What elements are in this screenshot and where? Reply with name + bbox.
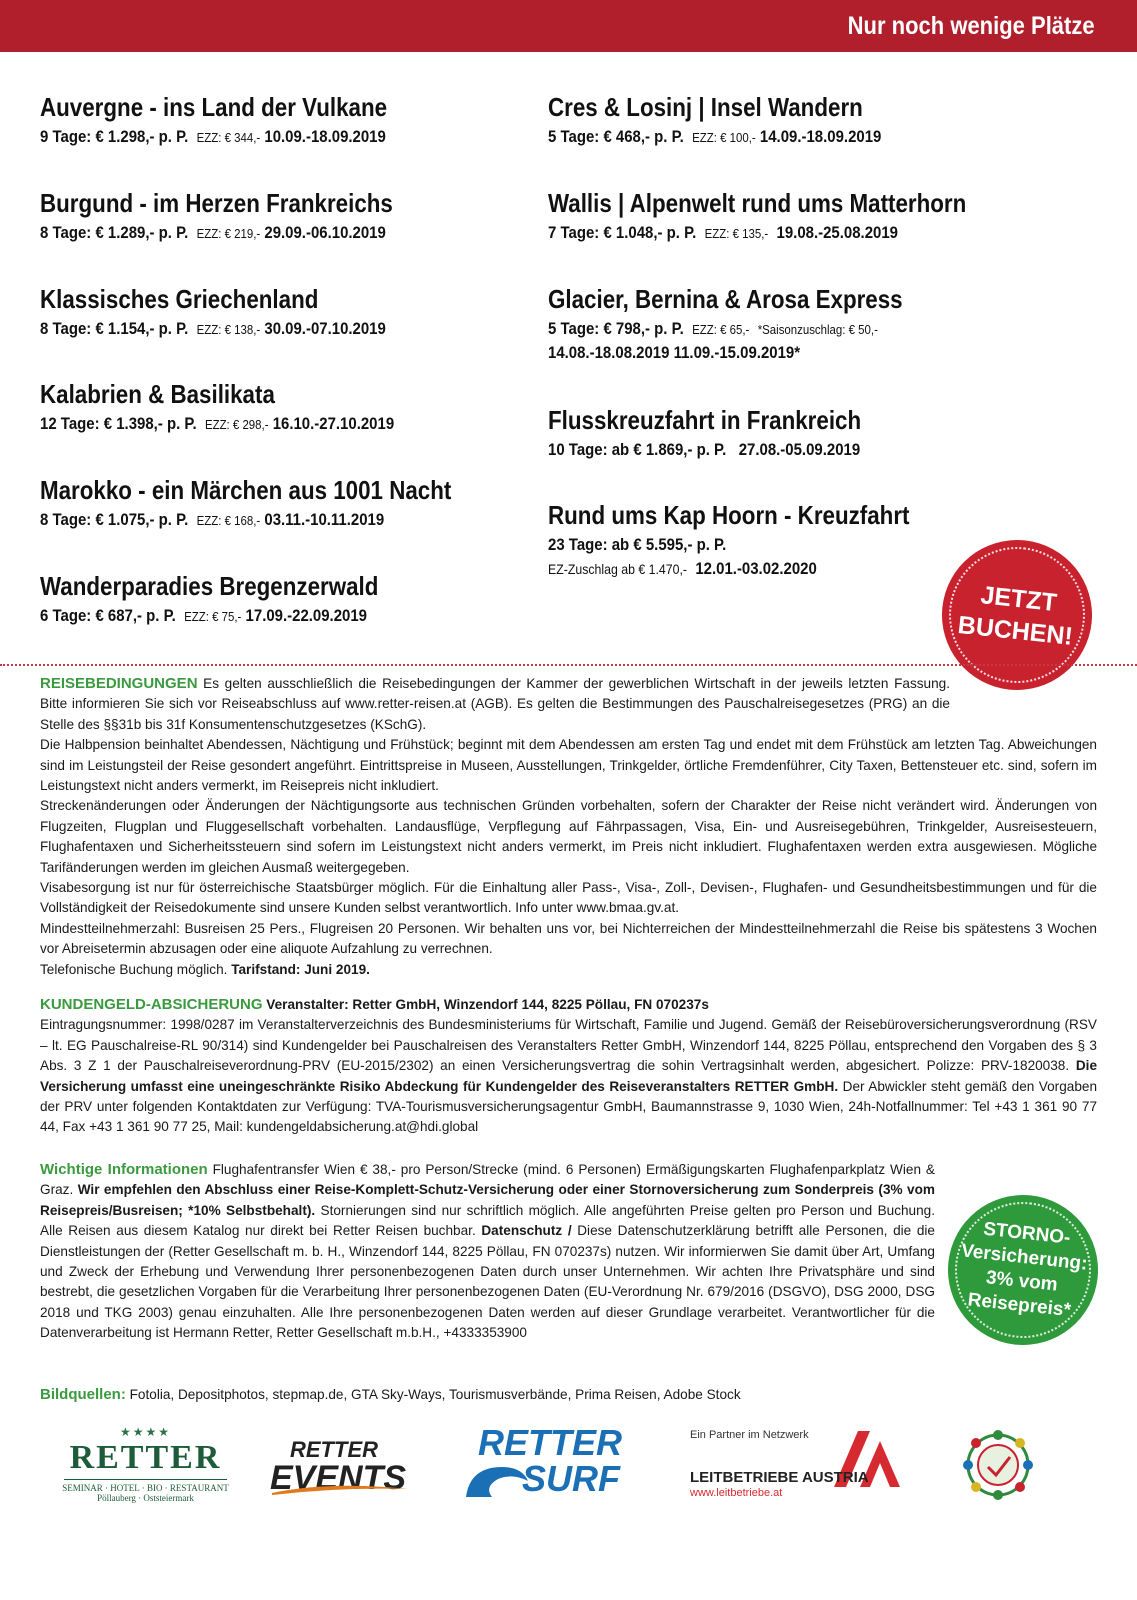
trip-item: Flusskreuzfahrt in Frankreich 10 Tage: ab € 1.869,- p. P. 27.08.-05.09.2019 [548,405,1068,460]
trip-title: Glacier, Bernina & Arosa Express [548,284,903,314]
trip-title: Klassisches Griechenland [40,284,319,314]
trip-title: Rund ums Kap Hoorn - Kreuzfahrt [548,500,910,530]
trip-title: Marokko - ein Märchen aus 1001 Nacht [40,475,452,505]
trip-item: Marokko - ein Märchen aus 1001 Nacht 8 Tage: € 1.075,- p. P. EZZ: € 168,- 03.11.-10.11.2019 [40,475,560,530]
wave-icon [462,1461,532,1501]
logo-row [0,1422,1137,1545]
banner-text: Nur noch wenige Plätze [848,12,1095,40]
swoosh-icon [270,1483,410,1497]
trip-title: Kalabrien & Basilikata [40,379,275,409]
trip-title: Flusskreuzfahrt in Frankreich [548,405,862,435]
bildquellen: Bildquellen: Fotolia, Depositphotos, stepmap.de, GTA Sky-Ways, Tourismusverbände, Prima Reisen, Adobe Stock [40,1386,741,1403]
top-banner [0,0,1137,52]
leitbetriebe-logo: Ein Partner im Netzwerk LEITBETRIEBE AUSTRIA www.leitbetriebe.at [690,1429,915,1441]
trip-title: Burgund - im Herzen Frankreichs [40,188,393,218]
trip-title: Wallis | Alpenwelt rund ums Matterhorn [548,188,967,218]
retter-events-logo: RETTER EVENTS [270,1439,420,1495]
trip-item: Wanderparadies Bregenzerwald 6 Tage: € 687,- p. P. EZZ: € 75,- 17.09.-22.09.2019 [40,571,560,626]
wichtige-informationen-section: Wichtige Informationen Flughafentransfer Wien € 38,- pro Person/Strecke (mind. 6 Personen) Ermäßigungskarten Flughafenparkplatz Wien & Graz. Wir empfehlen den Abschluss einer Reise-Komplett-Schutz-Versicherung oder einer Stornoversicherung zum Sonderpreis (3% vom Reisepreis/Busreisen; *10% Selbstbehalt). Stornierungen sind nur schriftlich möglich. Alle angeführten Preise gelten pro Person und Buchung. Alle Reisen aus diesem Katalog nur direkt bei Retter Reisen buchbar. Datenschutz / Diese Datenschutzerklärung betrifft alle Personen, die die Dienstleistungen der (Retter Gesellschaft m. b. H., Winzendorf 144, 8225 Pöllau, FN 070237s) nutzen. Wir informierwen Sie damit über Art, Umfang und Zweck der Erhebung und Verwendung Ihrer personenbezogenen Daten durch unser Unternehmen. Wir achten Ihre Privatsphäre und sind bestrebt, die gesetzlichen Vorgaben für die Verarbeitung Ihrer personenbezogenen Daten (EU-Verordnung Nr. 679/2016 (DSGVO), DSG 2000, DSG 2018 und TKG 2003) genau einzuhalten. Alle Ihre personenbezogenen Daten werden auf dieser Grundlage verarbeitet. Verantwortlicher für die Datenverarbeitung ist Hermann Retter, Retter Gesellschaft m.b.H., +4333353900 [40,1161,936,1341]
storno-badge: STORNO- Versicherung: 3% vom Reisepreis* [941,1188,1106,1353]
trip-item: Auvergne - ins Land der Vulkane 9 Tage: € 1.298,- p. P. EZZ: € 344,- 10.09.-18.09.2019 [40,92,560,147]
retter-hotel-logo: ★★★★ RETTER SEMINAR · HOTEL · BIO · RESTAURANT Pöllauberg · Oststeiermark [62,1425,229,1503]
retter-surf-logo: RETTER SURF [460,1425,630,1497]
trip-item: Burgund - im Herzen Frankreichs 8 Tage: € 1.289,- p. P. EZZ: € 219,- 29.09.-06.10.2019 [40,188,560,243]
reisebedingungen-section: REISEBEDINGUNGEN Es gelten ausschließlich die Reisebedingungen der Kammer der gewerblichen Wirtschaft in der jeweils letzten Fassung. Bitte informieren Sie sich vor Reiseabschluss auf www.retter-reisen.at (AGB). Es gelten die Bestimmungen des Pauschalreisegesetzes (PRG) an die Stelle des §§31b bis 31f Konsumentenschutzgesetzes (KSchG). Die Halbpension beinhaltet Abendessen, Nächtigung und Frühstück; beginnt mit dem Abendessen am ersten Tag und endet mit dem Frühstück am letzten Tag. Abweichungen sind im Leistungsteil der Reise gesondert angeführt. Eintrittspreise in Museen, Ausstellungen, Trinkgelder, örtliche Fremdenführer, City Taxen, Bettensteuer etc. sind, sofern im Leistungstext nicht anders vermerkt, im Reisepreis nicht inkludiert. Streckenänderungen oder Änderungen der Nächtigungsorte aus technischen Gründen vorbehalten, sofern der Charakter der Reise nicht verändert wird. Änderungen von Flugzeiten, Flugplan und Fluggesellschaft vorbehalten. Landausflüge, Verpflegung auf Fährpassagen, Visa, Ein- und Ausreisegebühren, Trinkgelder, Ausreisesteuern, Flughafentaxen und Sicherheitssteuern sind sofern im Leistungstext nicht anders vermerkt, im Preis nicht inkludiert. Flughafentaxen werden extra ausgewiesen. Mögliche Tarifänderungen werden im gleichen Ausmaß weitergegeben. Visabesorgung ist nur für österreichische Staatsbürger möglich. Für die Einhaltung aller Pass-, Visa-, Zoll-, Devisen-, Flughafen- und Gesundheitsbestimmungen und für die Vollständigkeit der Reisedokumente sind unsere Kunden selbst verantwortlich. Info unter www.bmaa.gv.at. Mindestteilnehmerzahl: Busreisen 25 Pers., Flugreisen 20 Personen. Wir behalten uns vor, bei Nichterreichen der Mindestteilnehmerzahl die Reise bis spätestens 3 Wochen vor Abreisetermin abzusagen oder eine aliquote Aufzahlung zu verrechnen. Telefonische Buchung möglich. Tarifstand: Juni 2019. [40,675,1097,977]
trip-item: Rund ums Kap Hoorn - Kreuzfahrt 23 Tage: ab € 5.595,- p. P. EZ-Zuschlag ab € 1.470,- 12.01.-03.02.2020 [548,500,1068,579]
book-now-badge[interactable]: JETZT BUCHEN! [935,533,1100,698]
seal-icon [960,1427,1036,1503]
kundengeld-section: KUNDENGELD-ABSICHERUNG Veranstalter: Retter GmbH, Winzendorf 144, 8225 Pöllau, FN 070237s Eintragungsnummer: 1998/0287 im Veranstalterverzeichnis des Bundesministeriums für Wirtschaft, Familie und Jugend. Gemäß der Reisebüroversicherungsverordnung (RSV – lt. EG Pauschalreise-RL 90/314) sind Kundengelder bei Pauschalreisen des Veranstalters Retter GmbH, Winzendorf 144, 8225 Pöllau, entsprechend den Vorgaben des § 3 Abs. 3 Z 1 der Pauschalreiseverordnung-PRV (EU-2015/2302) an einen Versicherungsvertrag die sohin Vertragsinhalt werden, abgesichert. Polizze: PRV-1820038. Die Versicherung umfasst eine uneingeschränkte Risiko Abdeckung für Kundengelder des Reiseveranstalters RETTER GmbH. Der Abwickler steht gemäß den Vorgaben der PRV unter folgenden Kontaktdaten zur Verfügung: TVA-Tourismusversicherungsagentur GmbH, Baumannstrasse 9, 1030 Wien, 24h-Notfallnummer: Tel +43 1 361 90 77 44, Fax +43 1 361 90 77 25, Mail: kundengeldabsicherung.at@hdi.global [40,996,1097,1135]
trip-item: Glacier, Bernina & Arosa Express 5 Tage: € 798,- p. P. EZZ: € 65,- *Saisonzuschlag: € 50,- 14.08.-18.08.2019 11.09.-15.09.2019* [548,284,1068,363]
divider [0,664,1137,666]
trip-title: Auvergne - ins Land der Vulkane [40,92,388,122]
trip-item: Wallis | Alpenwelt rund ums Matterhorn 7 Tage: € 1.048,- p. P. EZZ: € 135,- 19.08.-25.08.2019 [548,188,1068,243]
trip-item: Cres & Losinj | Insel Wandern 5 Tage: € 468,- p. P. EZZ: € 100,- 14.09.-18.09.2019 [548,92,1068,147]
award-seal-logo [960,1427,1036,1503]
trip-title: Cres & Losinj | Insel Wandern [548,92,863,122]
trip-item: Kalabrien & Basilikata 12 Tage: € 1.398,- p. P. EZZ: € 298,- 16.10.-27.10.2019 [40,379,560,434]
trip-item: Klassisches Griechenland 8 Tage: € 1.154,- p. P. EZZ: € 138,- 30.09.-07.10.2019 [40,284,560,339]
trip-title: Wanderparadies Bregenzerwald [40,571,379,601]
